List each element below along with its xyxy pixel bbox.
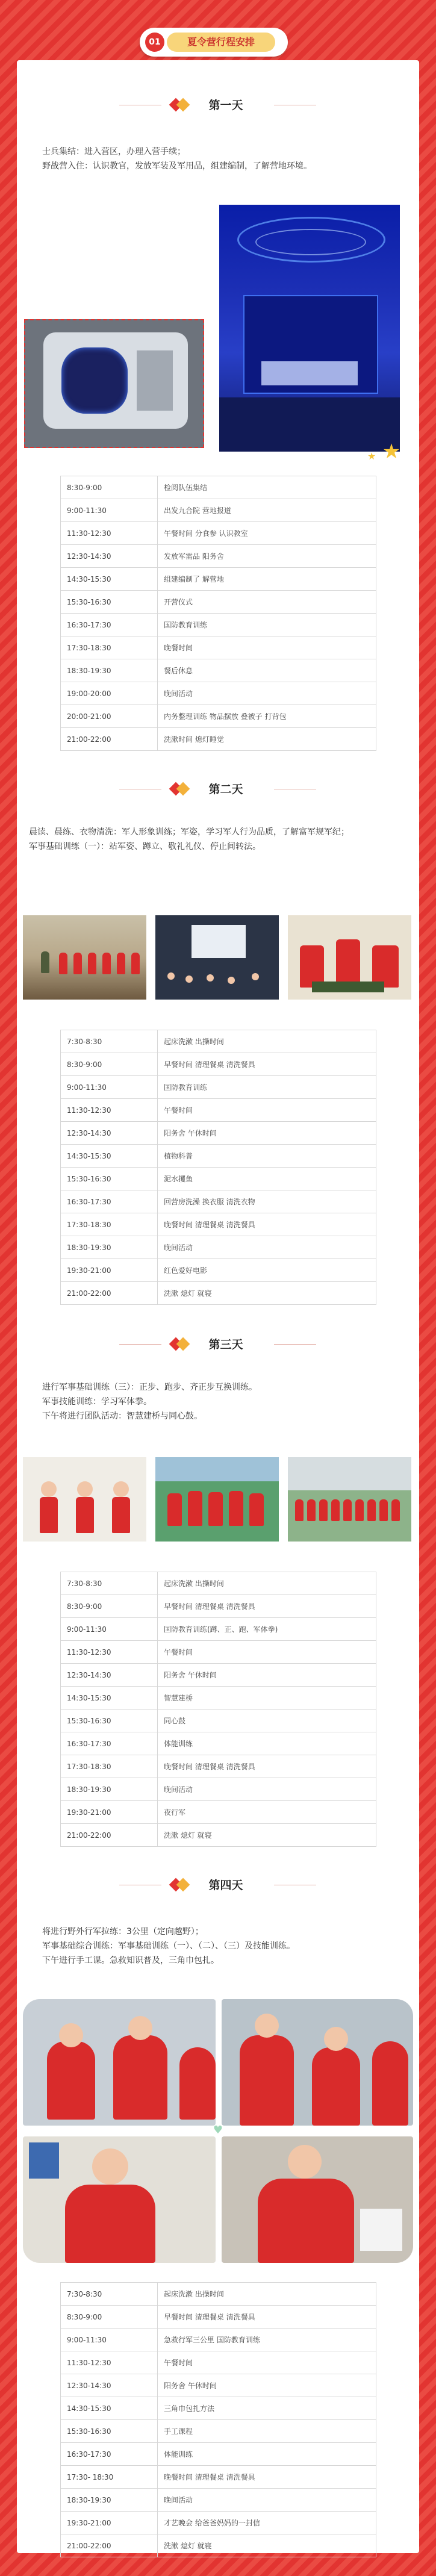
schedule-row [61,1824,376,1847]
day-title [0,779,436,803]
schedule-time: 14:30-15:30 [61,568,158,591]
schedule-time: 19:30-21:00 [61,2512,158,2534]
heart-icon: ♥ [213,2124,223,2136]
schedule-activity: 洗漱 熄灯 就寝 [158,1824,376,1847]
schedule-time: 12:30-14:30 [61,545,158,568]
schedule-time: 8:30-9:00 [61,1595,158,1618]
schedule-row [61,614,376,636]
schedule-activity: 夜行军 [158,1801,376,1824]
schedule-row [61,1282,376,1305]
intro-line: 晨读、晨练、衣物清洗：军人形象训练；军姿，学习军人行为品质，了解富军规军纪； [29,827,349,837]
schedule-row [61,1710,376,1732]
schedule-time: 16:30-17:30 [61,1190,158,1213]
schedule-time: 8:30-9:00 [61,476,158,499]
intro-line: 士兵集结：进入营区，办理入营手续； [42,147,185,157]
schedule-activity: 起床洗漱 出操时间 [158,1030,376,1053]
day-title [0,95,436,119]
schedule-row [61,522,376,545]
handcraft-photo [222,2136,413,2263]
group-photo [155,1457,279,1542]
section-title: 夏令营行程安排 [167,33,275,52]
schedule-row [61,2283,376,2306]
schedule-row [61,1595,376,1618]
schedule-time: 12:30-14:30 [61,1122,158,1145]
section-header [140,28,288,57]
schedule-time: 14:30-15:30 [61,2397,158,2420]
divider-line [274,1344,316,1345]
schedule-time: 14:30-15:30 [61,1687,158,1710]
day-title-text: 第二天 [208,783,243,796]
schedule-activity: 早餐时间 清理餐桌 清洗餐具 [158,1595,376,1618]
schedule-time: 15:30-16:30 [61,1710,158,1732]
schedule-time: 14:30-15:30 [61,1145,158,1168]
schedule-row [61,1572,376,1595]
schedule-row [61,1213,376,1236]
schedule-activity: 洗漱 熄灯 就寝 [158,1282,376,1305]
first-aid-photo [23,1999,216,2126]
schedule-row [61,1801,376,1824]
schedule-row [61,1030,376,1053]
schedule-row [61,2329,376,2351]
schedule-time: 16:30-17:30 [61,614,158,636]
schedule-activity: 国防教育训练 [158,614,376,636]
group-photo [23,1457,146,1542]
schedule-time: 11:30-12:30 [61,1099,158,1122]
star-icon: ★ [382,440,401,464]
schedule-time: 9:00-11:30 [61,499,158,522]
schedule-activity: 晚餐时间 [158,636,376,659]
schedule-row [61,1053,376,1076]
intro-line: 军事基础综合训练：军事基础训练（一）、（二）、（三）及技能训练。 [42,1941,295,1951]
intro-line: 下午将进行团队活动：智慧建桥与同心鼓。 [42,1411,202,1421]
schedule-activity: 回营房洗澡 换衣服 清洗衣物 [158,1190,376,1213]
schedule-activity: 晚间活动 [158,2489,376,2512]
schedule-activity: 体能训练 [158,1732,376,1755]
schedule-time: 7:30-8:30 [61,1030,158,1053]
schedule-time: 16:30-17:30 [61,1732,158,1755]
schedule-activity: 阳务舍 午休时间 [158,2374,376,2397]
schedule-time: 19:00-20:00 [61,682,158,705]
schedule-row [61,1778,376,1801]
schedule-time: 17:30- 18:30 [61,2466,158,2489]
schedule-time: 8:30-9:00 [61,2306,158,2329]
schedule-row [61,499,376,522]
schedule-time: 18:30-19:30 [61,1236,158,1259]
activity-photo [288,915,411,1000]
schedule-activity: 早餐时间 清理餐桌 清洗餐具 [158,2306,376,2329]
schedule-row [61,1168,376,1190]
capsule-bed-photo [24,319,204,448]
day-title-text: 第一天 [208,99,243,112]
schedule-time: 11:30-12:30 [61,1641,158,1664]
schedule-time: 12:30-14:30 [61,1664,158,1687]
schedule-time: 9:00-11:30 [61,1618,158,1641]
schedule-table [60,2282,376,2557]
schedule-activity: 国防教育训练 [158,1076,376,1099]
section-number: 01 [145,33,164,52]
schedule-time: 19:30-21:00 [61,1259,158,1282]
schedule-activity: 午餐时间 [158,2351,376,2374]
schedule-activity: 晚餐时间 清理餐桌 清洗餐具 [158,2466,376,2489]
divider-line [119,1344,161,1345]
schedule-row [61,2351,376,2374]
schedule-row [61,2466,376,2489]
schedule-time: 12:30-14:30 [61,2374,158,2397]
schedule-time: 18:30-19:30 [61,659,158,682]
schedule-row [61,1618,376,1641]
schedule-activity: 午餐时间 [158,1099,376,1122]
schedule-row [61,728,376,751]
schedule-row [61,2489,376,2512]
schedule-activity: 体能训练 [158,2443,376,2466]
schedule-activity: 植物科普 [158,1145,376,1168]
schedule-time: 17:30-18:30 [61,1755,158,1778]
schedule-activity: 红色爱好电影 [158,1259,376,1282]
schedule-activity: 手工课程 [158,2420,376,2443]
schedule-row [61,2420,376,2443]
schedule-time: 21:00-22:00 [61,728,158,751]
schedule-time: 11:30-12:30 [61,2351,158,2374]
day-title-text: 第四天 [208,1879,243,1892]
schedule-time: 15:30-16:30 [61,1168,158,1190]
schedule-row [61,1641,376,1664]
day-title-text: 第三天 [208,1338,243,1351]
schedule-row [61,2534,376,2557]
schedule-activity: 早餐时间 清理餐桌 清洗餐具 [158,1053,376,1076]
schedule-time: 18:30-19:30 [61,2489,158,2512]
schedule-activity: 组建编制了 解营地 [158,568,376,591]
schedule-activity: 阳务舍 午休时间 [158,1122,376,1145]
schedule-table [60,1030,376,1305]
first-aid-photo [222,1999,413,2126]
schedule-row [61,2512,376,2534]
intro-line: 军事基础训练（一）：站军姿、蹲立、敬礼礼仪、停止间转法。 [29,842,261,851]
schedule-activity: 起床洗漱 出操时间 [158,1572,376,1595]
day-title [0,1334,436,1358]
intro-line: 下午进行手工课。急救知识普及，三角巾包扎。 [42,1956,219,1965]
schedule-time: 21:00-22:00 [61,1824,158,1847]
schedule-row [61,1755,376,1778]
schedule-activity: 阳务舍 午休时间 [158,1664,376,1687]
schedule-activity: 晚餐时间 清理餐桌 清洗餐具 [158,1755,376,1778]
schedule-time: 8:30-9:00 [61,1053,158,1076]
schedule-row [61,591,376,614]
schedule-time: 20:00-21:00 [61,705,158,728]
schedule-time: 21:00-22:00 [61,1282,158,1305]
schedule-row [61,476,376,499]
schedule-activity: 智慧建桥 [158,1687,376,1710]
schedule-activity: 泥水攫鱼 [158,1168,376,1190]
schedule-time: 17:30-18:30 [61,636,158,659]
schedule-time: 11:30-12:30 [61,522,158,545]
intro-line: 进行军事基础训练（三）：正步、跑步、齐正步互换训练。 [42,1383,257,1392]
classroom-photo [155,915,279,1000]
schedule-row [61,636,376,659]
schedule-table [60,1572,376,1847]
schedule-activity: 晚餐时间 清理餐桌 清洗餐具 [158,1213,376,1236]
intro-line: 野战营入住：认识教官，发放军装及军用品，组建编制，了解营地环境。 [42,161,312,171]
schedule-row [61,1145,376,1168]
schedule-row [61,568,376,591]
day-title [0,1875,436,1899]
schedule-time: 19:30-21:00 [61,1801,158,1824]
schedule-activity: 国防教育训练(蹲、正、跑、军体拳) [158,1618,376,1641]
schedule-row [61,545,376,568]
schedule-row [61,1687,376,1710]
schedule-row [61,2443,376,2466]
schedule-time: 7:30-8:30 [61,2283,158,2306]
schedule-row [61,1236,376,1259]
day-intro [42,1924,403,1968]
schedule-activity: 起床洗漱 出操时间 [158,2283,376,2306]
handcraft-photo [23,2136,216,2263]
schedule-activity: 检阅队伍集结 [158,476,376,499]
schedule-row [61,1190,376,1213]
schedule-row [61,1732,376,1755]
schedule-row [61,682,376,705]
schedule-row [61,659,376,682]
schedule-activity: 开营仪式 [158,591,376,614]
dorm-room-photo [219,205,400,452]
schedule-activity: 洗漱 熄灯 就寝 [158,2534,376,2557]
schedule-activity: 午餐时间 分食参 认识教室 [158,522,376,545]
schedule-row [61,1664,376,1687]
schedule-time: 21:00-22:00 [61,2534,158,2557]
schedule-row [61,2306,376,2329]
schedule-row [61,1122,376,1145]
schedule-time: 15:30-16:30 [61,591,158,614]
intro-line: 军事技能训练：学习军体拳。 [42,1397,152,1407]
schedule-row [61,705,376,728]
schedule-row [61,1259,376,1282]
schedule-activity: 餐后休息 [158,659,376,682]
star-icon: ★ [367,450,376,462]
schedule-time: 9:00-11:30 [61,1076,158,1099]
schedule-activity: 出发九合院 营地报道 [158,499,376,522]
schedule-activity: 急救行军三公里 国防教育训练 [158,2329,376,2351]
intro-line: 将进行野外行军拉练：3公里（定向越野）； [42,1927,204,1937]
schedule-time: 17:30-18:30 [61,1213,158,1236]
schedule-time: 15:30-16:30 [61,2420,158,2443]
schedule-activity: 洗漱时间 熄灯睡觉 [158,728,376,751]
schedule-activity: 发放军需品 阳务舍 [158,545,376,568]
schedule-activity: 晚间活动 [158,682,376,705]
day-intro [29,825,408,854]
schedule-activity: 三角巾包扎方法 [158,2397,376,2420]
training-photo [23,915,146,1000]
day-intro [42,145,403,173]
schedule-row [61,1076,376,1099]
schedule-activity: 才艺晚会 给爸爸妈妈的一封信 [158,2512,376,2534]
schedule-activity: 晚间活动 [158,1778,376,1801]
schedule-row [61,2397,376,2420]
schedule-time: 18:30-19:30 [61,1778,158,1801]
schedule-row [61,2374,376,2397]
schedule-time: 7:30-8:30 [61,1572,158,1595]
day-intro [42,1380,403,1423]
schedule-activity: 午餐时间 [158,1641,376,1664]
schedule-activity: 晚间活动 [158,1236,376,1259]
schedule-time: 16:30-17:30 [61,2443,158,2466]
schedule-activity: 同心鼓 [158,1710,376,1732]
schedule-row [61,1099,376,1122]
schedule-time: 9:00-11:30 [61,2329,158,2351]
schedule-table [60,476,376,751]
team-photo [288,1457,411,1542]
schedule-activity: 内务整理训练 物品摆放 叠被子 打背包 [158,705,376,728]
